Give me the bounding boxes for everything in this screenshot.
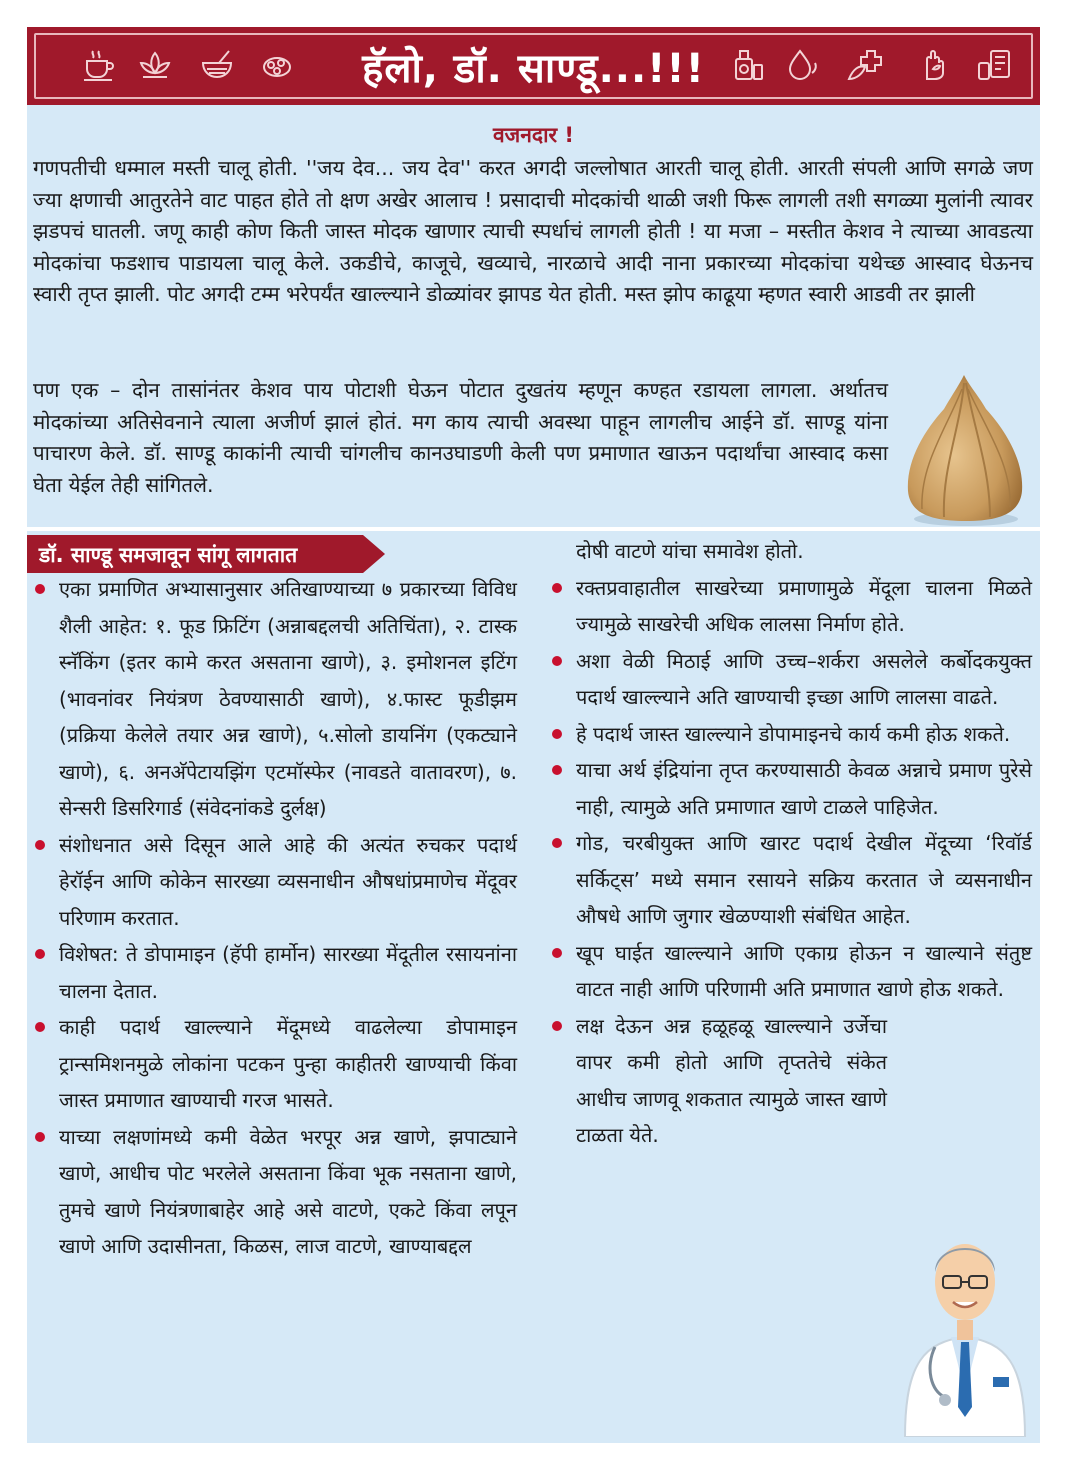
list-item-text: अशा वेळी मिठाई आणि उच्च–शर्करा असलेले कर्बोदकयुक्त पदार्थ खाल्ल्याने अति खाण्याची इच्छा आणि लालसा वाढते.: [576, 648, 1032, 709]
list-item: [552, 752, 1032, 825]
bullet-dot: [35, 840, 45, 850]
section-heading: डॉ. साण्डू समजावून सांगू लागतात: [39, 543, 298, 567]
list-item-text: गोड, चरबीयुक्त आणि खारट पदार्थ देखील मेंदूच्या ‘रिवॉर्ड सर्किट्स’ मध्ये समान रसायने सक्रिय करतात जे व्यसनाधीन औषधे आणि जुगार खेळण्याशी संबंधित आहेत.: [576, 831, 1032, 928]
left-column: [35, 571, 517, 1265]
list-item: [552, 935, 1032, 1008]
list-item-text: एका प्रमाणित अभ्यासानुसार अतिखाण्याच्या ७ प्रकारच्या विविध शैली आहेत: १. फूड फ्रिटिंग (अन्नाबद्दलची अतिचिंता), २. टास्क स्नॅकिंग (इतर कामे करत असताना खाणे), ३. इमोशनल इटिंग (भावनांवर नियंत्रण ठेवण्यासाठी खाणे), ४.फास्ट फूडीझम (प्रक्रिया केलेले तयार अन्न खाणे), ५.सोलो डायनिंग (एकट्याने खाणे), ६. अनअ‍ॅपेटायझिंग एटमॉस्फेर (नावडते वातावरण), ७. सेन्सरी डिसरिगार्ड (संवेदनांकडे दुर्लक्ष): [59, 577, 517, 820]
story-title: वजनदार !: [493, 123, 574, 147]
list-item-text: रक्तप्रवाहातील साखरेच्या प्रमाणामुळे मेंदूला चालना मिळते ज्यामुळे साखरेची अधिक लालसा निर्माण होते.: [576, 575, 1032, 636]
bullet-dot: [552, 838, 562, 848]
doctor-illustration: [895, 1192, 1035, 1437]
right-column: [552, 533, 1032, 1154]
list-item-text: याच्या लक्षणांमध्ये कमी वेळेत भरपूर अन्न खाणे, झपाट्याने खाणे, आधीच पोट भरलेले असताना किंवा भूक नसताना खाणे, तुमचे खाणे नियंत्रणाबाहेर आहे असे वाटणे, एकटे किंवा लपून खाणे आणि उदासीनता, किळस, लाज वाटणे, खाण्याबद्दल: [59, 1124, 517, 1258]
story-paragraph: गणपतीची धम्माल मस्ती चालू होती. ''जय देव... जय देव'' करत अगदी जल्लोषात आरती चालू होती. आरती संपली आणि सगळे जण ज्या क्षणाची आतुरतेने वाट पाहत होते तो क्षण अखेर आलाच ! प्रसादाची मोदकांची थाळी जशी फिरू लागली तशी सगळ्या मुलांनी त्यावर झडपचं घातली. जणू काही कोण किती जास्त मोदक खाणार त्याची स्पर्धाचं लागली होती ! या मजा – मस्तीत केशव ने त्याच्या आवडत्या मोदकांचा फडशाच पाडायला चालू केले. उकडीचे, काजूचे, खव्याचे, नारळाचे आदी नाना प्रकारच्या मोदकांचा यथेच्छ आस्वाद घेऊनच स्वारी तृप्त झाली. पोट अगदी टम्म भरेपर्यंत खाल्ल्याने डोळ्यांवर झापड येत होती. मस्त झोप काढूया म्हणत स्वारी आडवी तर झाली: [33, 156, 1033, 306]
list-item-text: संशोधनात असे दिसून आले आहे की अत्यंत रुचकर पदार्थ हेरॉईन आणि कोकेन सारख्या व्यसनाधीन औषधांप्रमाणेच मेंदूवर परिणाम करतात.: [59, 832, 517, 930]
bullet-dot: [35, 1132, 45, 1142]
list-item: [552, 643, 1032, 716]
bullet-dot: [35, 584, 45, 594]
bullet-dot: [552, 656, 562, 666]
bullet-dot: [35, 1022, 45, 1032]
bullet-dot: [552, 729, 562, 739]
bullet-dot: [552, 765, 562, 775]
bullet-dot: [552, 948, 562, 958]
list-item: [552, 825, 1032, 935]
list-item-continuation: दोषी वाटणे यांचा समावेश होतो.: [576, 539, 804, 563]
list-item-text: लक्ष देऊन अन्न हळूहळू खाल्ल्याने उर्जेचा वापर कमी होतो आणि तृप्ततेचे संकेत आधीच जाणवू शकतात त्यामुळे जास्त खाणे टाळता येते.: [576, 1013, 887, 1147]
list-item: [552, 716, 1032, 753]
modak-image: [894, 369, 1034, 529]
list-item-text: याचा अर्थ इंद्रियांना तृप्त करण्यासाठी केवळ अन्नाचे प्रमाण पुरेसे नाही, त्यामुळे अति प्रमाणात खाणे टाळले पाहिजेत.: [576, 758, 1032, 819]
list-item-text: हे पदार्थ जास्त खाल्ल्याने डोपामाइनचे कार्य कमी होऊ शकते.: [576, 721, 1011, 746]
banner-title: हॅलो, डॉ. साण्डू...!!!: [362, 46, 705, 92]
list-item: [35, 1009, 517, 1119]
list-item: [552, 570, 1032, 643]
section-heading-tab: [27, 535, 363, 573]
list-item-text: काही पदार्थ खाल्ल्याने मेंदूमध्ये वाढलेल्या डोपामाइन ट्रान्समिशनमुळे लोकांना पटकन पुन्हा काहीतरी खाण्याची किंवा जास्त प्रमाणात खाण्याची गरज भासते.: [59, 1015, 517, 1112]
list-item: [35, 1119, 517, 1265]
list-item: [35, 827, 517, 937]
story-paragraph-continued: पण एक – दोन तासांनंतर केशव पाय पोटाशी घेऊन पोटात दुखतंय म्हणून कण्हत रडायला लागला. अर्थातच मोदकांच्या अतिसेवनाने त्याला अजीर्ण झालं होतं. मग काय त्याची अवस्था पाहून लागलीच आईने डॉ. साण्डू यांना पाचारण केले. डॉ. साण्डू काकांनी त्याची चांगलीच कानउघाडणी केली पण प्रमाणात खाऊन पदार्थांचा आस्वाद कसा घेता येईल तेही सांगितले.: [33, 378, 888, 497]
list-item: [552, 1008, 887, 1154]
list-item: [35, 936, 517, 1009]
bullet-dot: [552, 1021, 562, 1031]
section-divider: [27, 527, 1040, 531]
header-banner: [27, 27, 1040, 105]
page: [27, 27, 1040, 1443]
list-item-text: खूप घाईत खाल्ल्याने आणि एकाग्र होऊन न खाल्याने संतुष्ट वाटत नाही आणि परिणामी अति प्रमाणात खाणे होऊ शकते.: [576, 940, 1032, 1001]
bullet-dot: [35, 949, 45, 959]
list-item: [35, 571, 517, 827]
list-item-text: विशेषत: ते डोपामाइन (हॅपी हार्मोन) सारख्या मेंदूतील रसायनांना चालना देतात.: [59, 942, 517, 1003]
bullet-dot: [552, 583, 562, 593]
